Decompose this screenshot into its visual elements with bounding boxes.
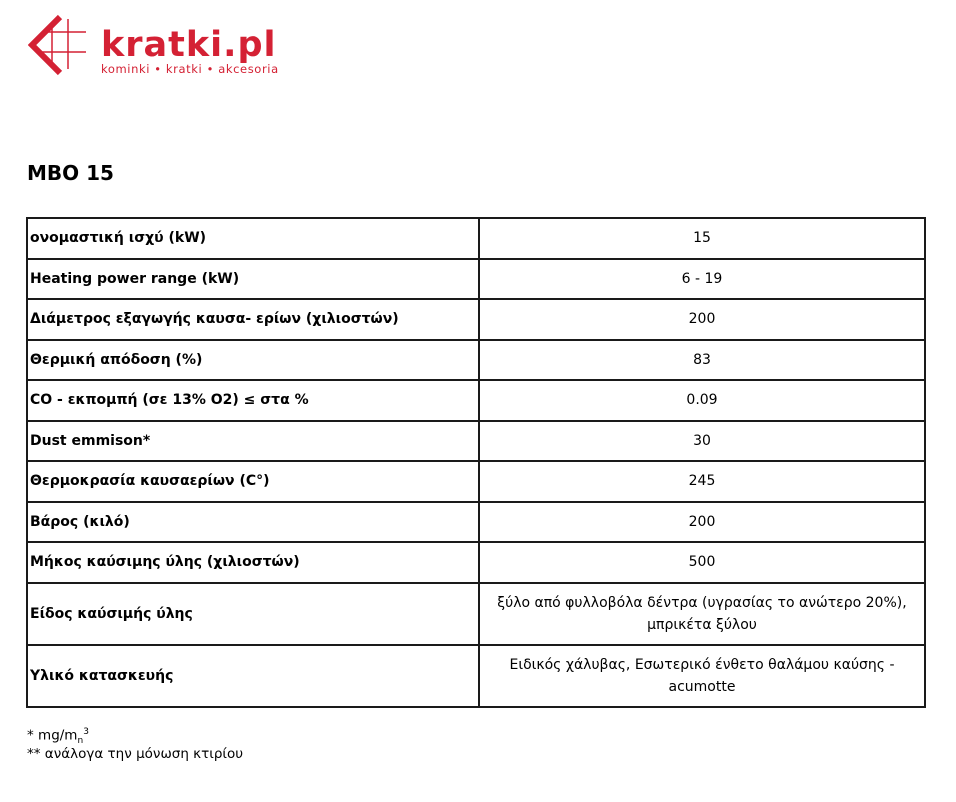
page-title: MBO 15 xyxy=(27,161,114,185)
footnote-superscript: 3 xyxy=(83,727,89,737)
spec-value: 500 xyxy=(479,542,925,583)
specs-table xyxy=(26,217,926,708)
table-row xyxy=(27,380,925,421)
grate-logo-icon xyxy=(28,14,94,80)
table-row xyxy=(27,218,925,259)
spec-label: ονομαστική ισχύ (kW) xyxy=(27,218,479,259)
table-row xyxy=(27,502,925,543)
spec-label: Θερμοκρασία καυσαερίων (C°) xyxy=(27,461,479,502)
spec-value: 200 xyxy=(479,299,925,340)
spec-label: Είδος καύσιμής ύλης xyxy=(27,583,479,645)
kratki-logo xyxy=(28,14,328,80)
spec-label: Μήκος καύσιμης ύλης (χιλιοστών) xyxy=(27,542,479,583)
spec-label: CO - εκπομπή (σε 13% O2) ≤ στα % xyxy=(27,380,479,421)
logo-tagline: kominki • kratki • akcesoria xyxy=(101,62,279,76)
spec-label: Dust emmison* xyxy=(27,421,479,462)
spec-value: 200 xyxy=(479,502,925,543)
spec-value: ξύλο από φυλλοβόλα δέντρα (υγρασίας το ανώτερο 20%), μπρικέτα ξύλου xyxy=(479,583,925,645)
spec-value: 30 xyxy=(479,421,925,462)
spec-value: Ειδικός χάλυβας, Εσωτερικό ένθετο θαλάμου καύσης - acumotte xyxy=(479,645,925,707)
footnote-subscript: n xyxy=(77,736,84,747)
spec-value: 15 xyxy=(479,218,925,259)
table-row xyxy=(27,259,925,300)
spec-label: Διάμετρος εξαγωγής καυσα- ερίων (χιλιοστών) xyxy=(27,299,479,340)
spec-label: Βάρος (κιλό) xyxy=(27,502,479,543)
spec-label: Υλικό κατασκευής xyxy=(27,645,479,707)
table-row xyxy=(27,542,925,583)
footnote-insulation: ** ανάλογα την μόνωση κτιρίου xyxy=(27,746,244,762)
table-row xyxy=(27,299,925,340)
table-row xyxy=(27,340,925,381)
table-row xyxy=(27,461,925,502)
table-row xyxy=(27,645,925,707)
spec-value: 0.09 xyxy=(479,380,925,421)
logo-brand-text: kratki.pl xyxy=(101,25,277,65)
spec-value: 6 - 19 xyxy=(479,259,925,300)
table-row xyxy=(27,583,925,645)
spec-label: Θερμική απόδοση (%) xyxy=(27,340,479,381)
spec-value: 245 xyxy=(479,461,925,502)
footnote-units-text: * mg/m xyxy=(27,727,78,744)
spec-label: Heating power range (kW) xyxy=(27,259,479,300)
spec-value: 83 xyxy=(479,340,925,381)
table-row xyxy=(27,421,925,462)
